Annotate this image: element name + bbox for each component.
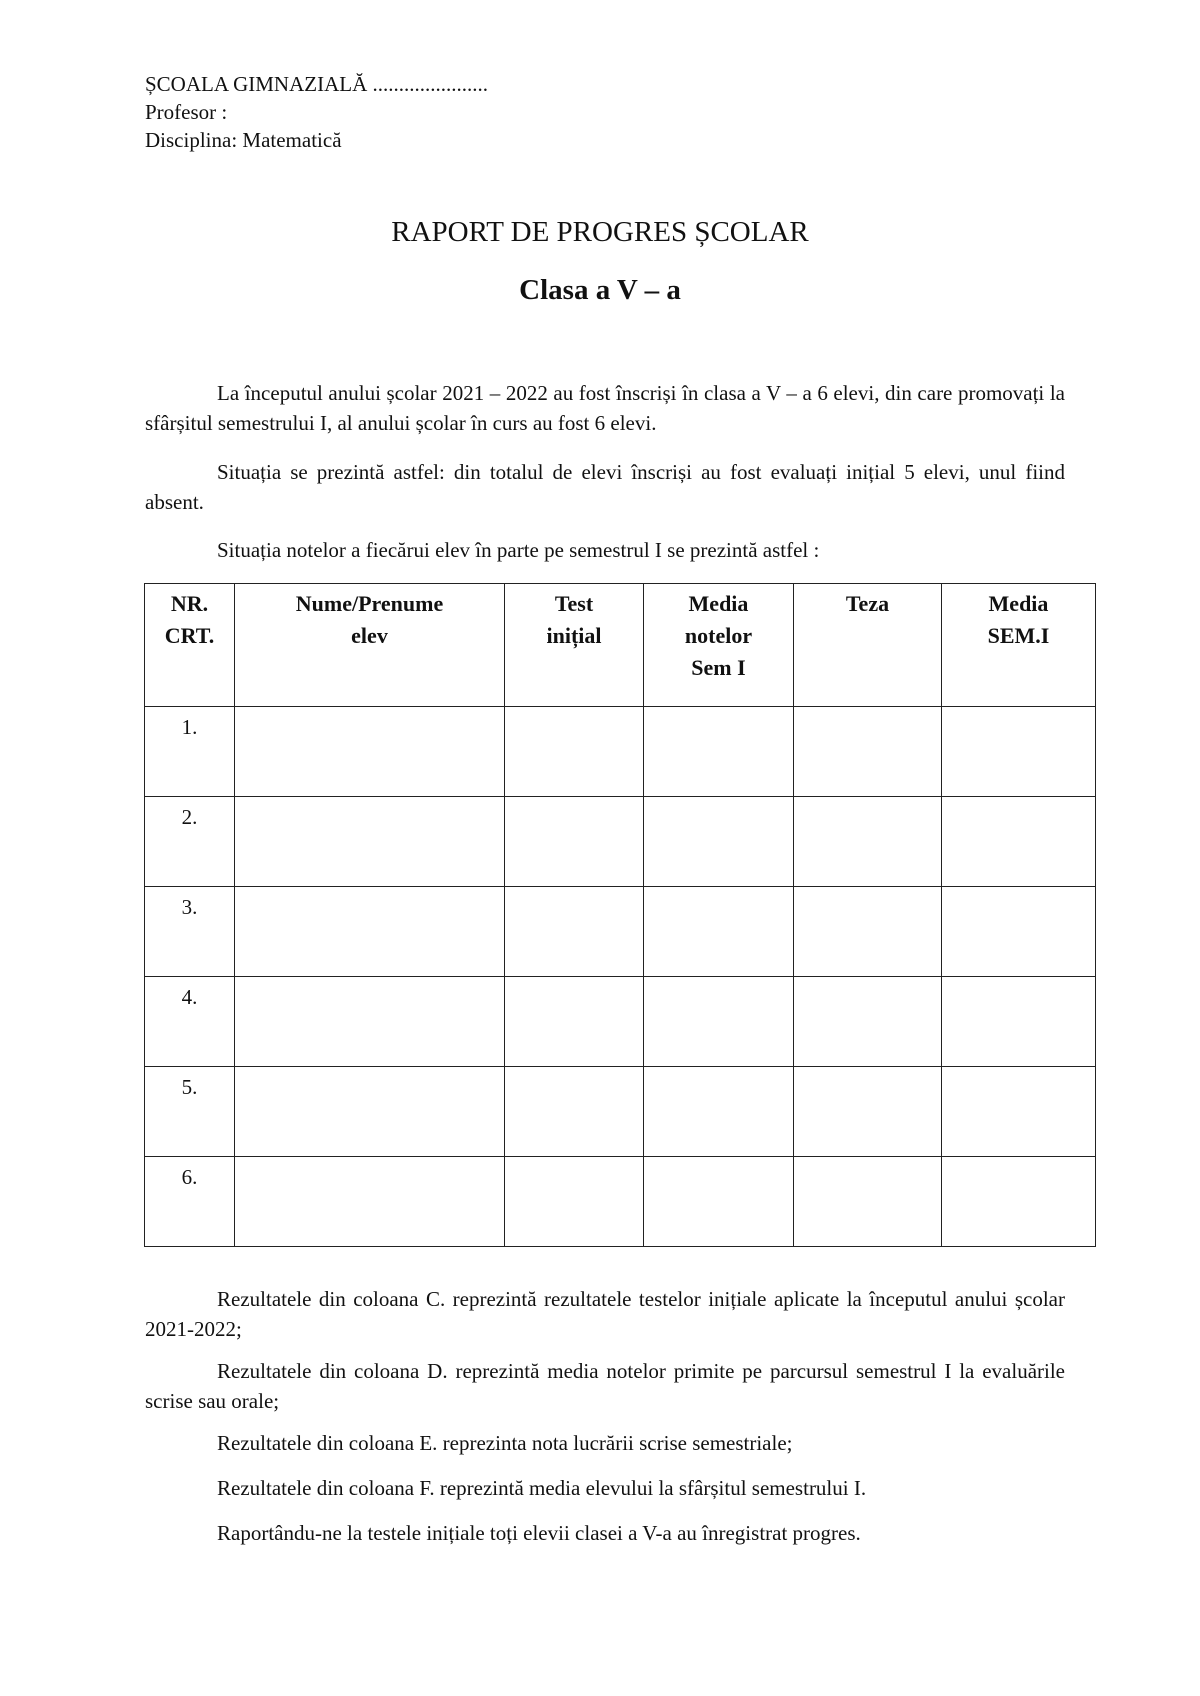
header-line: Media	[688, 591, 749, 616]
teza-cell	[794, 1067, 942, 1157]
note-column-f: Rezultatele din coloana F. reprezintă media elevului la sfârșitul semestrului I.	[217, 1476, 867, 1500]
student-name-cell	[235, 977, 505, 1067]
conclusion-paragraph: Raportându-ne la testele inițiale toți elevii clasei a V-a au înregistrat progres.	[217, 1521, 861, 1545]
row-number: 3.	[145, 887, 235, 977]
grades-table	[144, 583, 1096, 1247]
average-cell	[644, 1157, 794, 1247]
average-cell	[644, 977, 794, 1067]
header-nume-prenume	[235, 584, 505, 707]
average-cell	[644, 887, 794, 977]
teza-cell	[794, 977, 942, 1067]
semester-average-cell	[942, 1157, 1096, 1247]
initial-test-cell	[505, 707, 644, 797]
note-column-c: Rezultatele din coloana C. reprezintă rezultatele testelor inițiale aplicate la începutul anului școlar 2021-2022;	[145, 1287, 1065, 1341]
semester-average-cell	[942, 797, 1096, 887]
teza-cell	[794, 707, 942, 797]
row-number: 5.	[145, 1067, 235, 1157]
header-test-initial	[505, 584, 644, 707]
intro-paragraph-3: Situația notelor a fiecărui elev în parte pe semestrul I se prezintă astfel :	[217, 538, 820, 562]
initial-test-cell	[505, 977, 644, 1067]
header-line: notelor	[684, 623, 753, 648]
teza-cell	[794, 797, 942, 887]
student-name-cell	[235, 797, 505, 887]
header-line: inițial	[546, 623, 602, 648]
table-row	[145, 1067, 1096, 1157]
header-line: SEM.I	[987, 623, 1050, 648]
student-name-cell	[235, 1067, 505, 1157]
header-line: elev	[351, 623, 388, 648]
intro-paragraph-1: La începutul anului școlar 2021 – 2022 au fost înscriși în clasa a V – a 6 elevi, din care promovați la sfârșitul semestrului I, al anului școlar în curs au fost 6 elevi.	[145, 381, 1065, 435]
header-line: Teza	[845, 591, 890, 616]
semester-average-cell	[942, 707, 1096, 797]
row-number: 4.	[145, 977, 235, 1067]
average-cell	[644, 797, 794, 887]
row-number: 1.	[145, 707, 235, 797]
teacher-line: Profesor :	[145, 100, 228, 124]
header-nr-crt	[145, 584, 235, 707]
initial-test-cell	[505, 1157, 644, 1247]
semester-average-cell	[942, 887, 1096, 977]
semester-average-cell	[942, 1067, 1096, 1157]
header-media-sem	[942, 584, 1096, 707]
table-header-row	[145, 584, 1096, 707]
initial-test-cell	[505, 797, 644, 887]
initial-test-cell	[505, 887, 644, 977]
header-teza	[794, 584, 942, 707]
teza-cell	[794, 887, 942, 977]
report-title: RAPORT DE PROGRES ȘCOLAR	[391, 216, 809, 248]
intro-paragraph-2: Situația se prezintă astfel: din totalul de elevi înscriși au fost evaluați inițial 5 elevi, unul fiind absent.	[145, 460, 1065, 514]
discipline-line: Disciplina: Matematică	[145, 128, 342, 152]
header-line: Media	[988, 591, 1049, 616]
semester-average-cell	[942, 977, 1096, 1067]
note-column-d: Rezultatele din coloana D. reprezintă media notelor primite pe parcursul semestrul I la evaluările scrise sau orale;	[145, 1359, 1065, 1413]
average-cell	[644, 1067, 794, 1157]
document-header	[145, 70, 488, 154]
student-name-cell	[235, 1157, 505, 1247]
header-line: Sem I	[691, 655, 746, 680]
row-number: 2.	[145, 797, 235, 887]
header-line: Nume/Prenume	[295, 591, 444, 616]
row-number: 6.	[145, 1157, 235, 1247]
report-subtitle: Clasa a V – a	[519, 274, 681, 306]
table-row	[145, 977, 1096, 1067]
school-name: ȘCOALA GIMNAZIALĂ ......................	[145, 72, 488, 96]
teza-cell	[794, 1157, 942, 1247]
table-row	[145, 797, 1096, 887]
header-line: Test	[554, 591, 594, 616]
table-row	[145, 1157, 1096, 1247]
student-name-cell	[235, 887, 505, 977]
table-row	[145, 887, 1096, 977]
header-line: NR.	[170, 591, 209, 616]
initial-test-cell	[505, 1067, 644, 1157]
student-name-cell	[235, 707, 505, 797]
average-cell	[644, 707, 794, 797]
header-media-notelor	[644, 584, 794, 707]
table-row	[145, 707, 1096, 797]
header-line: CRT.	[164, 623, 215, 648]
note-column-e: Rezultatele din coloana E. reprezinta nota lucrării scrise semestriale;	[217, 1431, 793, 1455]
